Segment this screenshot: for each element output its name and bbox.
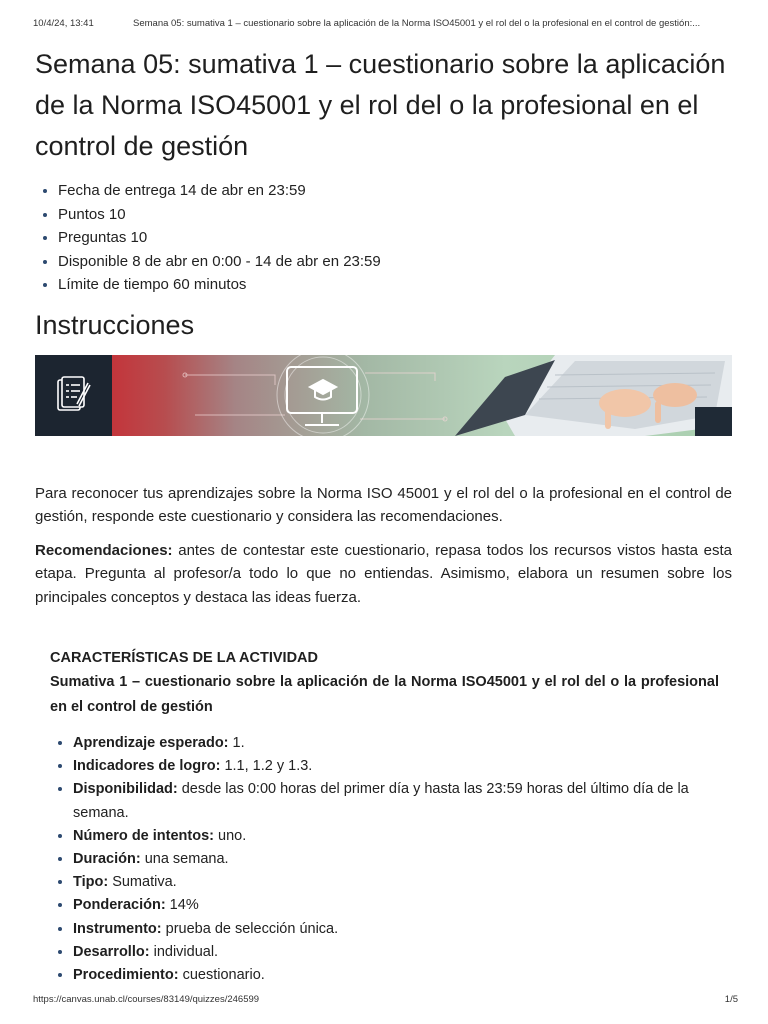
print-page-title: Semana 05: sumativa 1 – cuestionario sobre la aplicación de la Norma ISO45001 y el rol del o la profesional en el control de gestión:... <box>133 18 701 29</box>
instructions-banner <box>35 355 732 436</box>
print-header <box>33 18 738 29</box>
spec-value: individual. <box>149 943 219 960</box>
spec-label: Procedimiento: <box>73 967 179 984</box>
detail-questions: • Preguntas 10 <box>58 226 732 250</box>
instructions-recommendations <box>35 539 732 610</box>
spec-duracion <box>73 848 719 871</box>
spec-procedimiento <box>73 964 719 987</box>
detail-time-limit: • Límite de tiempo 60 minutos <box>58 273 732 297</box>
instructions-intro: Para reconocer tus aprendizajes sobre la Norma ISO 45001 y el rol del o la profesional en el control de gestión, responde este cuestionario y considera las recomendaciones. <box>35 484 732 525</box>
spec-label: Desarrollo: <box>73 943 150 960</box>
spec-value: uno. <box>213 827 247 844</box>
print-footer <box>33 994 738 1005</box>
checklist-pencil-icon <box>58 377 90 410</box>
instructions-heading: Instrucciones <box>35 309 195 340</box>
laptop-hands-image <box>455 355 732 436</box>
spec-label: Disponibilidad: <box>73 781 178 798</box>
graduation-cap-monitor-icon <box>287 367 357 425</box>
spec-label: Ponderación: <box>73 897 166 914</box>
detail-due-date: • Fecha de entrega 14 de abr en 23:59 <box>58 179 732 203</box>
spec-value: 1.1, 1.2 y 1.3. <box>220 758 313 775</box>
spec-value: desde las 0:00 horas del primer día y hasta las 23:59 horas del último día de la semana. <box>73 781 689 821</box>
spec-label: Instrumento: <box>73 920 162 937</box>
spec-label: Duración: <box>73 851 141 868</box>
spec-intentos <box>73 825 719 848</box>
recommendations-text: antes de contestar este cuestionario, repasa todos los recursos vistos hasta esta etapa. Pregunta al profesor/a todo lo que no entiendas. Asimismo, elabora un resumen sobre los principales conceptos y destaca las ideas fuerza. <box>35 541 732 606</box>
page-content <box>35 44 732 987</box>
detail-points: • Puntos 10 <box>58 203 732 227</box>
spec-value: 1. <box>228 735 245 751</box>
activity-subheading: Sumativa 1 – cuestionario sobre la aplicación de la Norma ISO45001 y el rol del o la profesional en el control de gestión <box>50 674 719 715</box>
activity-characteristics <box>35 647 732 987</box>
spec-label: Indicadores de logro: <box>73 758 221 775</box>
spec-aprendizaje <box>73 732 719 755</box>
spec-instrumento <box>73 918 719 941</box>
spec-value: prueba de selección única. <box>161 920 339 937</box>
detail-available: • Disponible 8 de abr en 0:00 - 14 de abr en 23:59 <box>58 250 732 274</box>
spec-disponibilidad <box>73 778 719 824</box>
quiz-details-list <box>35 179 732 297</box>
print-page-number: 1/5 <box>724 994 738 1005</box>
activity-specs-list <box>50 732 719 987</box>
spec-value: 14% <box>165 897 199 914</box>
print-url: https://canvas.unab.cl/courses/83149/quizzes/246599 <box>33 994 260 1005</box>
spec-label: Número de intentos: <box>73 827 214 844</box>
spec-label: Tipo: <box>73 874 109 891</box>
spec-label: Aprendizaje esperado: <box>73 735 229 751</box>
spec-ponderacion <box>73 894 719 917</box>
quiz-title: Semana 05: sumativa 1 – cuestionario sobre la aplicación de la Norma ISO45001 y el rol del o la profesional en el control de gestión <box>35 49 726 161</box>
spec-value: una semana. <box>140 851 229 868</box>
spec-value: cuestionario. <box>178 967 265 984</box>
recommendations-label: Recomendaciones: <box>35 541 173 559</box>
banner-artwork <box>35 355 732 436</box>
activity-heading: CARACTERÍSTICAS DE LA ACTIVIDAD <box>50 650 318 666</box>
spec-tipo <box>73 871 719 894</box>
spec-desarrollo <box>73 941 719 964</box>
spec-indicadores <box>73 755 719 778</box>
spec-value: Sumativa. <box>108 874 177 891</box>
print-datetime: 10/4/24, 13:41 <box>33 18 94 29</box>
